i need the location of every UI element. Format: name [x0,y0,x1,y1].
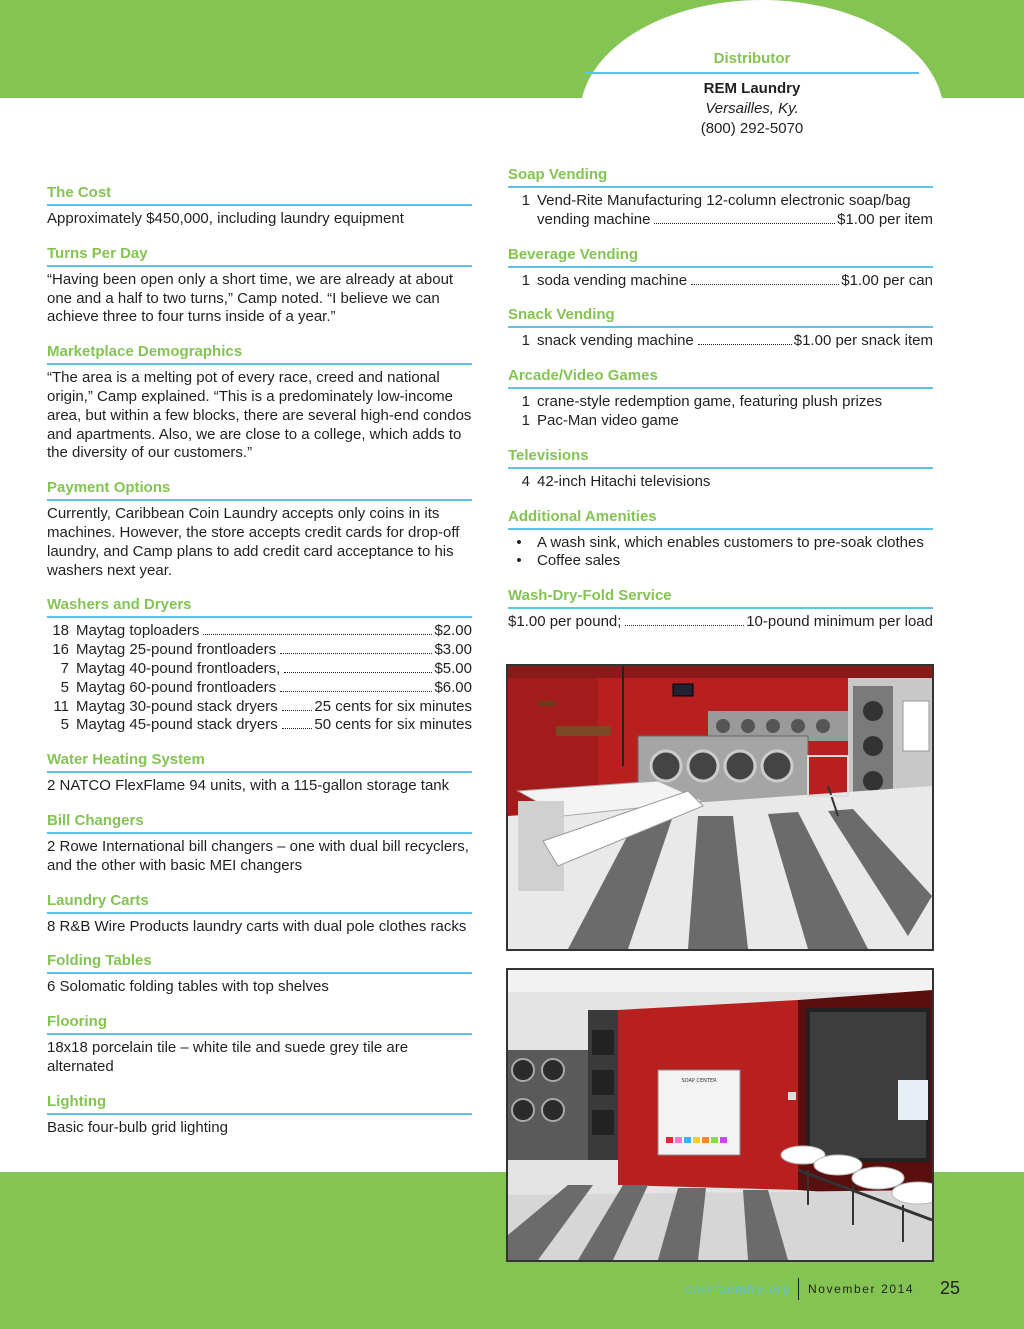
photo-seating-area [506,968,934,1262]
section-heading: Soap Vending [508,166,933,188]
distributor-name: REM Laundry [703,80,801,97]
dot-leader [280,691,432,692]
dot-leader [282,728,313,729]
section-folding-tables [47,952,472,997]
section-snack-vending [508,306,933,351]
item-desc: vending machine [537,210,651,228]
section-demographics [47,343,472,463]
distributor-city: Versailles, Ky. [705,100,799,117]
item-price: 25 cents for six minutes [314,697,472,715]
page-number: 25 [940,1278,961,1298]
item-price: $2.00 [434,622,472,640]
footer-date: November 2014 [808,1282,915,1296]
item-desc: 42-inch Hitachi televisions [537,472,711,490]
distributor-box [585,50,919,139]
dot-leader [282,710,313,711]
section-text: “The area is a melting pot of every race, creed and national origin,” Camp explained. “This is a predominately low-income area, but within a few blocks, there are several high-end condos and apartments. Also, we are close to a college, which adds to the diversity of our customers.” [47,369,472,462]
section-text: Currently, Caribbean Coin Laundry accepts only coins in its machines. However, the store accepts credit cards for drop-off laundry, and Camp plans to add credit card acceptance to his washers next year. [47,505,460,579]
item-desc: Vend-Rite Manufacturing 12-column electronic soap/bag [537,192,911,209]
item-price: $5.00 [434,659,472,677]
section-amenities [508,508,933,572]
item-qty: 5 [60,678,69,696]
item-price: $1.00 per item [837,210,933,228]
item-price: $1.00 per snack item [793,332,933,350]
section-heading: Payment Options [47,479,472,501]
section-beverage-vending [508,246,933,291]
list-item [508,332,933,351]
list-item-continued [508,211,933,230]
dot-leader [654,223,835,224]
item-price: 50 cents for six minutes [314,716,472,734]
section-text: 18x18 porcelain tile – white tile and suede grey tile are alternated [47,1039,409,1075]
item-desc: soda vending machine [537,271,688,289]
section-flooring [47,1013,472,1077]
list-item [47,679,472,698]
section-arcade-games [508,367,933,431]
list-item [508,393,933,412]
item-qty: 11 [53,697,69,715]
list-item [508,272,933,291]
item-desc: crane-style redemption game, featuring plush prizes [537,393,883,411]
item-qty: 1 [521,192,530,209]
section-text: 8 R&B Wire Products laundry carts with dual pole clothes racks [47,917,467,935]
item-desc: Coffee sales [537,552,621,570]
photo-laundry-interior [506,664,934,951]
distributor-heading: Distributor [585,50,919,74]
list-item [508,473,933,492]
bullet: • [516,533,522,551]
list-item [508,534,933,553]
section-water-heating [47,751,472,796]
section-text: Basic four-bulb grid lighting [47,1118,228,1136]
item-desc: Maytag 45-pound stack dryers [76,716,278,734]
dot-leader [698,344,792,345]
dot-leader [625,625,744,626]
list-item [508,552,933,571]
section-payment [47,479,472,580]
list-item [508,412,933,431]
item-price: $3.00 [434,641,472,659]
dot-leader [280,653,432,654]
section-heading: Washers and Dryers [47,596,472,618]
soap-buttons [666,1137,727,1143]
list-item [47,622,472,641]
section-bill-changers [47,812,472,876]
item-desc: $1.00 per pound; [508,613,622,631]
dot-leader [203,634,432,635]
section-heading: Wash-Dry-Fold Service [508,587,933,609]
item-qty: 18 [52,622,69,640]
item-qty: 1 [521,271,530,289]
section-laundry-carts [47,892,472,937]
section-heading: Lighting [47,1093,472,1115]
section-heading: Additional Amenities [508,508,933,530]
section-heading: Folding Tables [47,952,472,974]
soap-center-title: SOAP CENTER [681,1078,717,1084]
distributor-phone: (800) 292-5070 [700,120,804,137]
section-washers [47,596,472,735]
item-desc: snack vending machine [537,332,694,350]
item-qty: 5 [60,716,69,734]
section-heading: Snack Vending [508,306,933,328]
list-item [47,641,472,660]
list-item [508,613,933,632]
section-text: 2 Rowe International bill changers – one with dual bill recyclers, and the other with basic MEI changers [47,837,469,874]
list-item [508,192,933,211]
section-heading: Laundry Carts [47,892,472,914]
section-turns [47,245,472,327]
item-qty: 4 [521,472,530,490]
section-cost [47,184,472,229]
right-column [508,166,933,648]
item-qty: 7 [60,659,69,677]
section-heading: The Cost [47,184,472,206]
item-price: 10-pound minimum per load [746,613,933,631]
section-heading: Bill Changers [47,812,472,834]
item-price: $6.00 [434,678,472,696]
item-qty: 1 [521,332,530,350]
section-text: Approximately $450,000, including laundry equipment [47,210,404,227]
item-desc: Maytag toploaders [76,622,200,640]
bullet: • [516,552,522,570]
dot-leader [284,672,432,673]
item-desc: Maytag 40-pound frontloaders, [76,659,281,677]
item-desc: Maytag 25-pound frontloaders [76,641,277,659]
list-item [47,698,472,717]
left-column [47,184,472,1154]
item-qty: 16 [52,641,69,659]
item-qty: 1 [521,411,530,429]
section-text: 6 Solomatic folding tables with top shelves [47,978,329,996]
footer-site: coinlaundry.org [686,1282,792,1296]
section-text: “Having been open only a short time, we are already at about one and a half to two turns,” Camp noted. “I believe we can achieve three to four turns inside of a year.” [47,270,454,326]
section-lighting [47,1093,472,1138]
item-price: $1.00 per can [841,271,933,289]
section-heading: Turns Per Day [47,245,472,267]
list-item [47,716,472,735]
item-desc: Pac-Man video game [537,411,679,429]
section-heading: Arcade/Video Games [508,367,933,389]
item-desc: A wash sink, which enables customers to pre-soak clothes [537,533,924,551]
section-soap-vending [508,166,933,230]
section-wash-dry-fold [508,587,933,632]
item-desc: Maytag 30-pound stack dryers [76,697,278,715]
section-heading: Televisions [508,447,933,469]
section-text: 2 NATCO FlexFlame 94 units, with a 115-gallon storage tank [47,777,450,795]
section-heading: Marketplace Demographics [47,343,472,365]
item-qty: 1 [521,393,530,411]
section-heading: Flooring [47,1013,472,1035]
section-televisions [508,447,933,492]
dot-leader [691,284,839,285]
section-heading: Water Heating System [47,751,472,773]
list-item [47,660,472,679]
section-heading: Beverage Vending [508,246,933,268]
footer-divider [798,1278,799,1300]
item-desc: Maytag 60-pound frontloaders [76,678,277,696]
